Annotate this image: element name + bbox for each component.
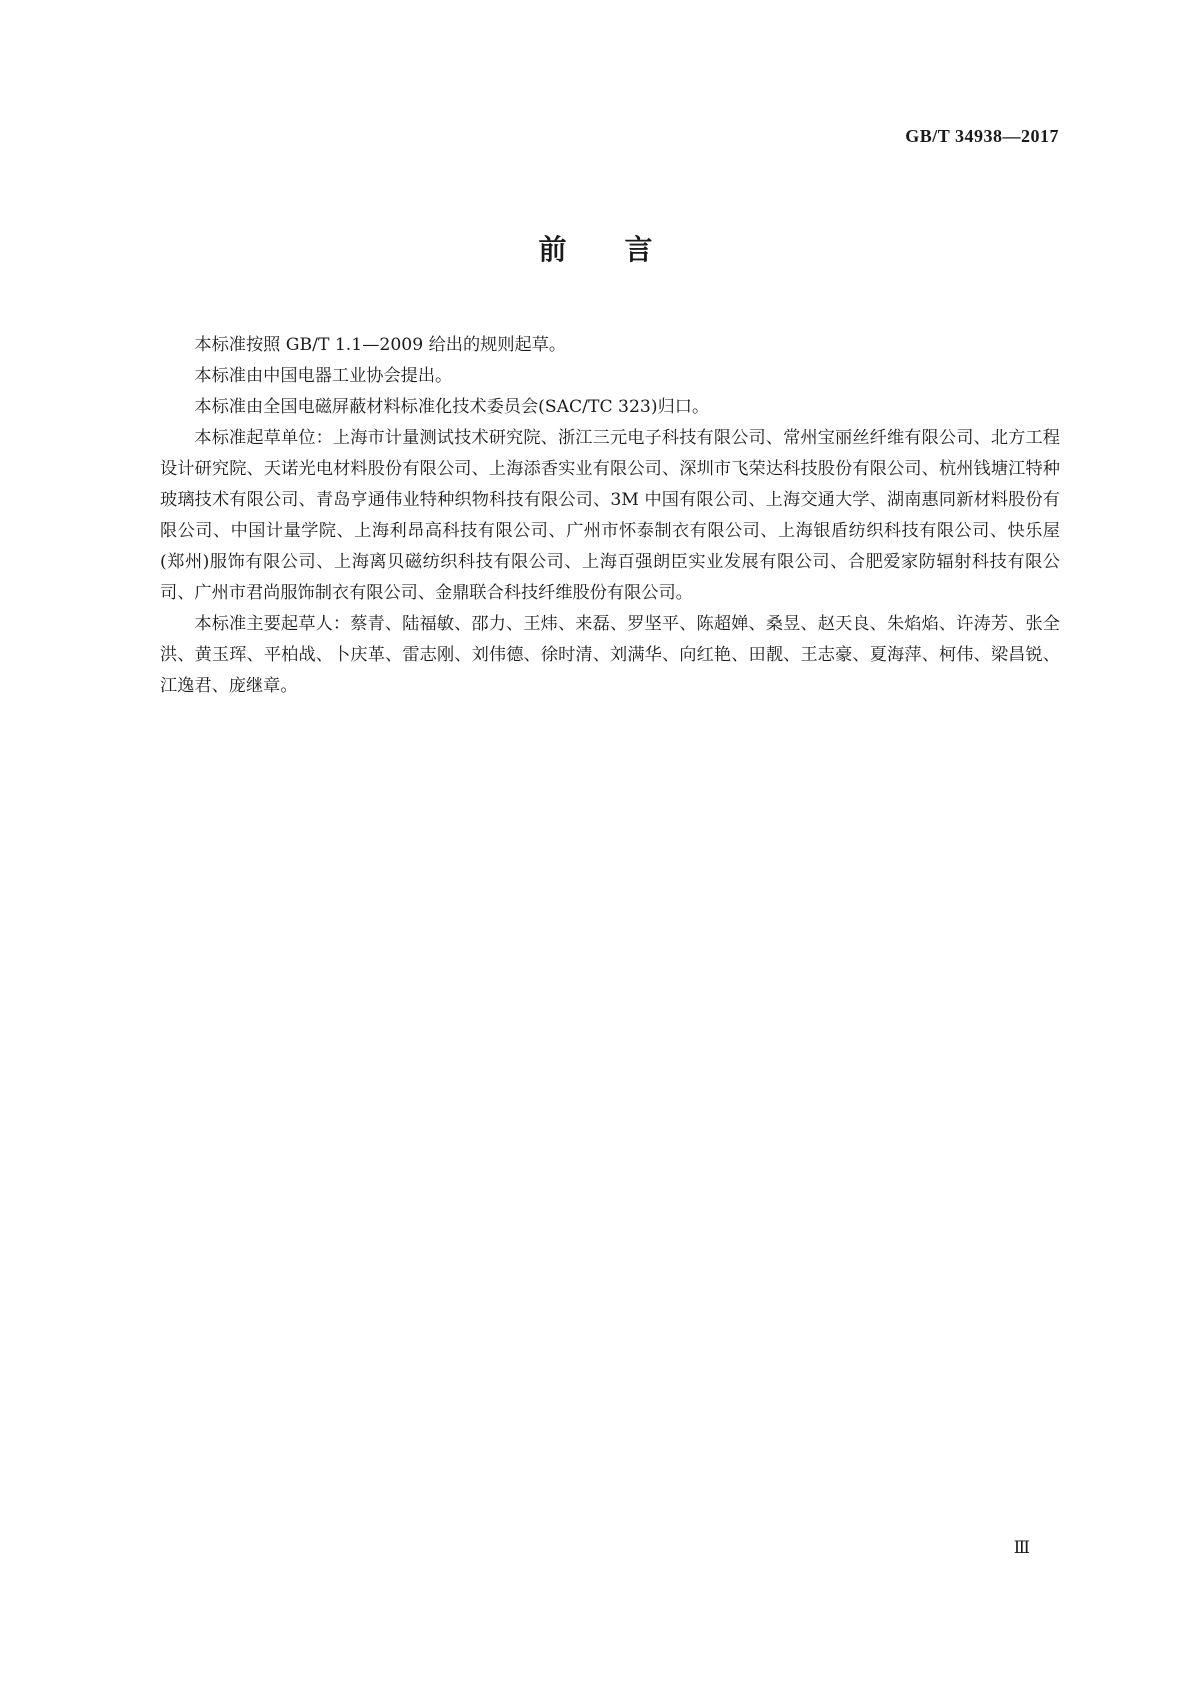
standard-code: GB/T 34938—2017 (905, 126, 1059, 146)
paragraph-drafting-units: 本标准起草单位：上海市计量测试技术研究院、浙江三元电子科技有限公司、常州宝丽丝纤维有限公司、北方工程设计研究院、天诺光电材料股份有限公司、上海添香实业有限公司、深圳市飞荣达科技股份有限公司、杭州钱塘江特种玻璃技术有限公司、青岛亨通伟业特种织物科技有限公司、3M 中国有限公司、上海交通大学、湖南惠同新材料股份有限公司、中国计量学院、上海利昂高科技有限公司、广州市怀泰制衣有限公司、上海银盾纺织科技有限公司、快乐屋(郑州)服饰有限公司、上海离贝磁纺织科技有限公司、上海百强朗臣实业发展有限公司、合肥爱家防辐射科技有限公司、广州市君尚服饰制衣有限公司、金鼎联合科技纤维股份有限公司。 (160, 428, 1060, 603)
paragraph-proposer: 本标准由中国电器工业协会提出。 (194, 366, 453, 386)
paragraph-committee: 本标准由全国电磁屏蔽材料标准化技术委员会(SAC/TC 323)归口。 (194, 397, 710, 417)
paragraph-drafting-rules: 本标准按照 GB/T 1.1—2009 给出的规则起草。 (194, 335, 567, 355)
foreword-body (160, 330, 1060, 702)
page-number: Ⅲ (1013, 1538, 1030, 1557)
page-title: 前言 (538, 233, 711, 266)
paragraph-drafters: 本标准主要起草人：蔡青、陆福敏、邵力、王炜、来磊、罗坚平、陈超婵、桑昱、赵天良、朱焰焰、许涛芳、张全洪、黄玉珲、平柏战、卜庆革、雷志刚、刘伟德、徐时清、刘满华、向红艳、田靓、王志豪、夏海萍、柯伟、梁昌锐、江逸君、庞继章。 (160, 614, 1060, 696)
